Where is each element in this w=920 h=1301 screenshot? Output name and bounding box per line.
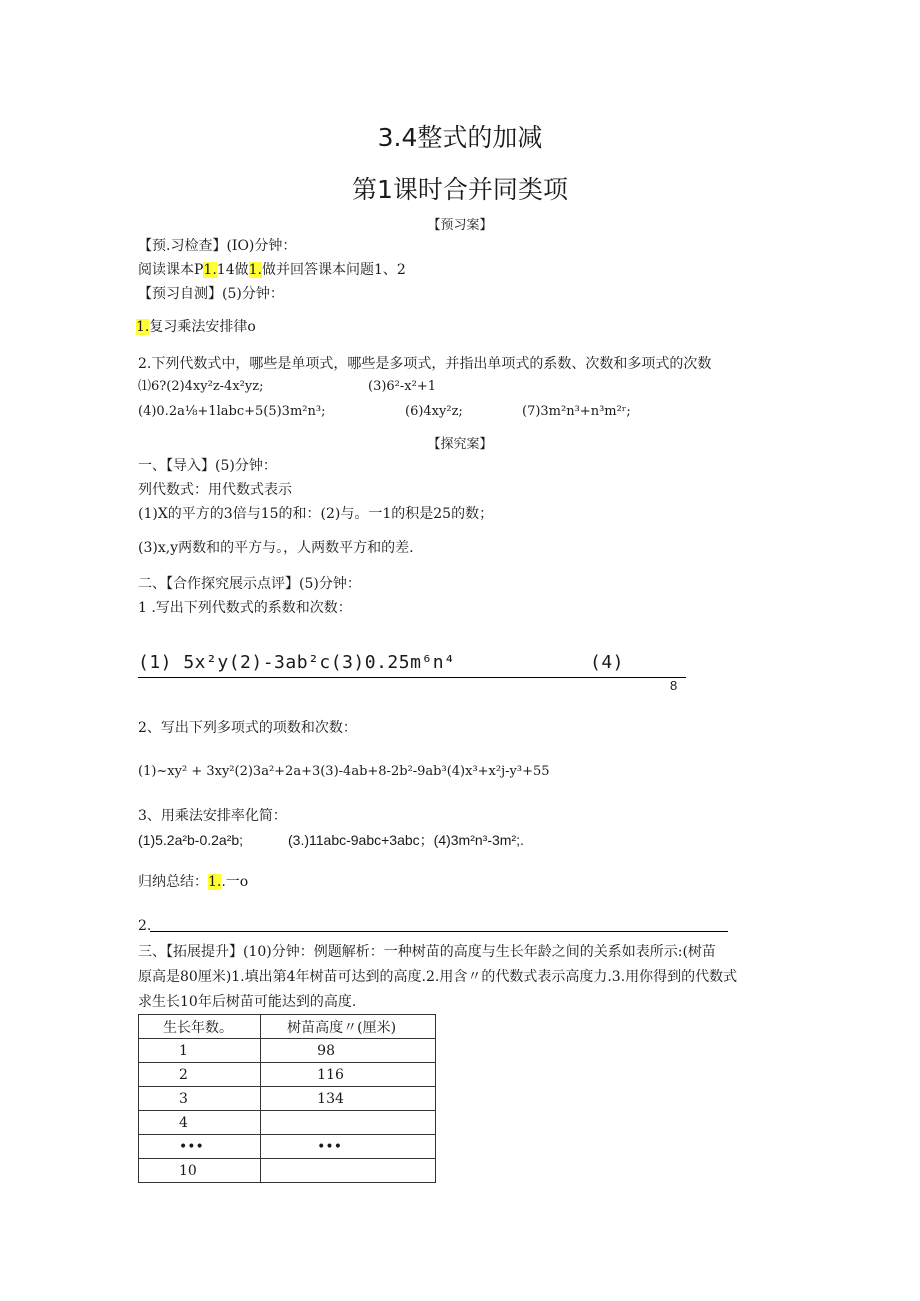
table-header-cell: 生长年数。 xyxy=(139,1015,261,1039)
highlight-mark: 1. xyxy=(203,262,217,278)
table-cell: 2 xyxy=(139,1063,261,1087)
table-row xyxy=(139,1159,436,1183)
table-cell: 134 xyxy=(261,1087,436,1111)
intro-line: (3)x,y两数和的平方与。，人两数平方和的差. xyxy=(138,540,414,556)
explore-section-label: 【探究案】 xyxy=(427,437,493,452)
preview-q2: 2.下列代数式中，哪些是单项式，哪些是多项式，并指出单项式的系数、次数和多项式的次数 xyxy=(138,356,712,372)
highlight-mark: 1. xyxy=(248,262,262,278)
intro-title: 一、【导入】(5)分钟： xyxy=(138,458,277,474)
preview-q1: 1.复习乘法安排律o xyxy=(136,319,256,335)
table-cell: 116 xyxy=(261,1063,436,1087)
extend-text-line: 三、【拓展提升】(10)分钟：例题解析：一种树苗的高度与生长年龄之间的关系如表所示:(树苗 xyxy=(138,944,716,960)
preview-check-title: 【预.习检查】(IO)分钟： xyxy=(138,238,297,254)
highlight-mark: 1. xyxy=(208,874,222,890)
table-cell: 4 xyxy=(139,1111,261,1135)
preview-q2-item: (6)4xy²z; xyxy=(405,404,463,419)
summary-item-2: 2. xyxy=(138,918,152,934)
coop-q3-item: (1)5.2a²b-0.2a²b; xyxy=(138,832,244,848)
coop-q3: 3、用乘法安排率化简： xyxy=(138,808,287,824)
table-row xyxy=(139,1111,436,1135)
coop-q1: 1 .写出下列代数式的系数和次数： xyxy=(138,600,352,616)
table-cell xyxy=(261,1159,436,1183)
table-cell: ••• xyxy=(261,1135,436,1159)
table-cell: 98 xyxy=(261,1039,436,1063)
table-header-cell: 树苗高度〃(厘米) xyxy=(261,1015,436,1039)
page-subtitle: 第1课时合并同类项 xyxy=(352,175,568,204)
preview-self-test-title: 【预习自测】(5)分钟： xyxy=(138,286,284,302)
preview-q2-item: (4)0.2a¹⁄₈+1labc+5(5)3m²n³; xyxy=(138,404,326,419)
table-header-row xyxy=(139,1015,436,1039)
summary-line: 归纳总结：1..一o xyxy=(138,874,249,890)
coop-q2-expressions: (1)~xy² + 3xy²(2)3a²+2a+3(3)-4ab+8-2b²-9ab³(4)x³+x²j-y³+55 xyxy=(138,764,550,779)
extend-text-line: 原高是80厘米)1.填出第4年树苗可达到的高度.2.用含〃的代数式表示高度力.3.用你得到的代数式 xyxy=(138,969,738,985)
preview-q2-item: ⑴6?(2)4xy²z-4x²yz; xyxy=(138,379,264,394)
table-row xyxy=(139,1063,436,1087)
answer-blank-line xyxy=(150,931,728,932)
table-row xyxy=(139,1039,436,1063)
intro-line: 列代数式：用代数式表示 xyxy=(138,482,292,498)
coop-q3-item: (3.)11abc-9abc+3abc；(4)3m²n³-3m²;. xyxy=(288,832,524,848)
table-row xyxy=(139,1135,436,1159)
table-cell: 10 xyxy=(139,1159,261,1183)
preview-q2-item: (7)3m²n³+n³m²ʳ; xyxy=(522,404,631,419)
coop-title: 二、【合作探究展示点评】(5)分钟： xyxy=(138,576,361,592)
table-cell xyxy=(261,1111,436,1135)
highlight-mark: 1. xyxy=(136,319,150,335)
preview-section-label: 【预习案】 xyxy=(427,218,493,233)
table-row xyxy=(139,1087,436,1111)
extend-text-line: 求生长10年后树苗可能达到的高度. xyxy=(138,994,357,1010)
reading-instruction: 阅读课本P1.14做1.做并回答课本问题1、2 xyxy=(138,262,406,278)
footnote-mark: 8 xyxy=(670,678,678,693)
growth-table xyxy=(138,1014,436,1183)
preview-q2-item: (3)6²-x²+1 xyxy=(368,379,436,394)
table-cell: ••• xyxy=(139,1135,261,1159)
intro-line: (1)X的平方的3倍与15的和：(2)与。一1的积是25的数； xyxy=(138,506,494,522)
page-title: 3.4整式的加减 xyxy=(377,123,543,152)
table-cell: 1 xyxy=(139,1039,261,1063)
table-cell: 3 xyxy=(139,1087,261,1111)
coop-q2: 2、写出下列多项式的项数和次数： xyxy=(138,720,357,736)
coop-q1-expressions: (1) 5x²y(2)-3ab²c(3)0.25m⁶n⁴ (4) xyxy=(138,652,686,678)
